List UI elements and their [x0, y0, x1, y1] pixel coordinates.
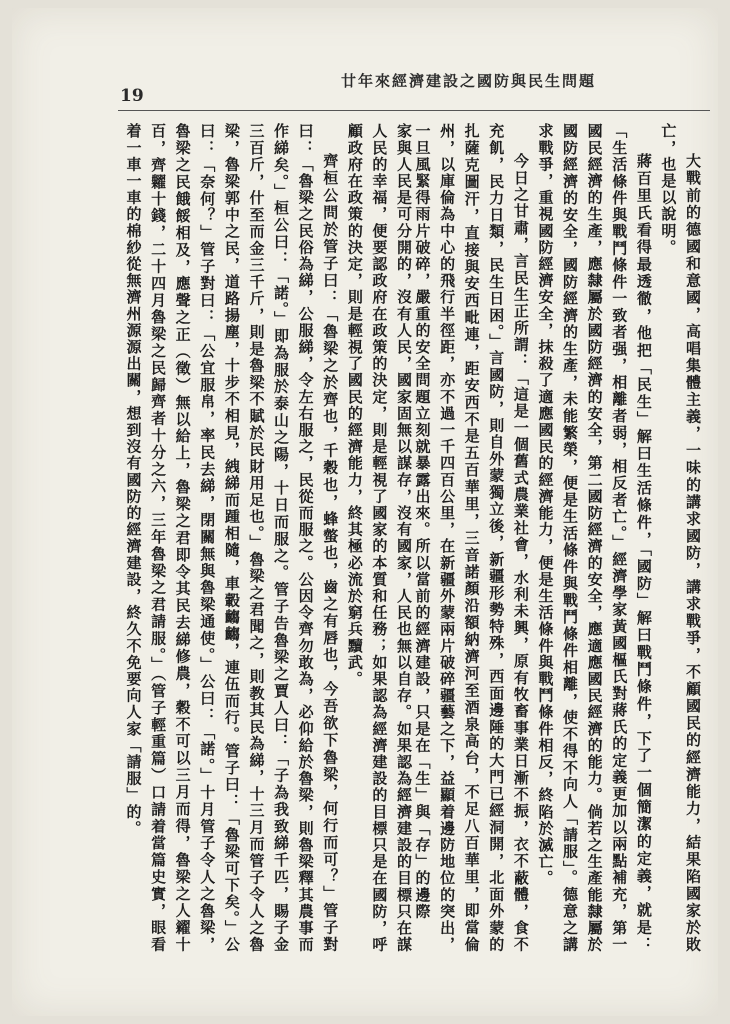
right-paragraph-2: 蔣百里氏看得最透徹，他把「民生」解曰生活條件，「國防」解曰戰鬥條件，下了一個簡潔的定義，就是：「生活條件與戰鬥條件一致者强，相離者弱，相反者亡。」經濟學家黃國樞氏對蔣氏的定義更加以兩點補充，第一國民經濟的生產，應隸屬於國防經濟的安全，第二國防經濟的安全，應適應國民經濟的能力。倘若之生產能隸屬於國防經濟的安全，國防經濟的生產，未能繁榮，便是生活條件與戰鬥條件相離，使不得不向人「請服」。德意之講求戰爭，重視國防經濟安全，抹殺了適應國民的經濟能力，便是生活條件與戰鬥條件相反，終陷於滅亡。 [536, 123, 653, 953]
right-column [413, 123, 705, 953]
page-number: 19 [120, 86, 144, 106]
left-paragraph-2: 齊桓公問於管子曰：「魯梁之於齊也，千穀也，蜂螫也，齒之有唇也，今吾欲下魯梁，何行而可？」管子對曰：「魯梁之民俗為綈，公服綈，令左右服之，民從而服之。公因令齊勿敢為，必仰給於魯梁，則魯梁釋其農事而作綈矣。」桓公曰：「諾。」即為服於泰山之陽，十日而服之。管子告魯梁之賈人曰：「子為我致綈千匹，賜子金三百斤，什至而金三千斤，則是魯梁不賦於民財用足也。」魯梁之君聞之，則教其民為綈，十三月而管子令人之魯梁，魯梁郭中之民，道路揚塵，十步不相見，絏綈而踵相隨，車轂齺齺，連伍而行。管子曰：「魯梁可下矣。」公曰：「奈何？」管子對曰：「公宜服帛，率民去綈，閉關無與魯梁通使。」公曰：「諾。」十月管子令人之魯梁，魯梁之民餓餒相及，應聲之正（徵）無以給上，魯梁之君即令其民去綈修農，穀不可以三月而得，魯梁之人糴十百，齊糶十錢，二十四月魯梁之民歸齊者十分之六，三年魯梁之君請服。」（管子輕重篇）口請着當篇史實，眼看着一車一車的棉紗從無濟州源源出關，想到沒有國防的經濟建設，終久不免要向人家「請服」的。 [124, 123, 340, 953]
left-paragraph-1: 家與人民是可分開的，沒有人民，國家固無以謀存，沒有國家，人民也無以自存。如果認為經濟建設的目標只在謀人民的幸福，便要認政府在政策的決定，則是輕視了國家的本質和任務；如果認為經濟建設的目標只是在國防，呼顧政府在政策的決定，則是輕視了國民的經濟能力，終其極必流於窮兵黷武。 [345, 123, 413, 953]
left-column [116, 123, 416, 953]
header-rule [118, 110, 710, 111]
right-paragraph-3: 今日之甘肅，言民生正所謂：「這是一個舊式農業社會，水利未興，原有牧畜事業日漸不振，衣不蔽體，食不充飢，民力日類，民生日困。」言國防，則自外蒙獨立後，新疆形勢特殊，西面邊陲的大門已經洞開，北面外蒙的扎薩克圖汗，直接與安西毗連，距安西不是五百華里，三音諾顏沿額納濟河至酒泉高台，不足八百華里，即當倫州，以庫倫為中心的飛行半徑距，亦不過一千四百公里，在新疆外蒙兩片破碎疆藝之下，益顯着邊防地位的突出，一旦風緊得雨片破碎，嚴重的安全問題立刻就暴露出來。所以當前的經濟建設，只是在「生」與「存」的邊際 [413, 123, 530, 953]
right-paragraph-1: 大戰前的德國和意國，高唱集體主義，一味的講求國防，講求戰爭，不顧國民的經濟能力，結果陷國家於敗亡，也是以說明。 [659, 123, 702, 953]
running-head: 廿年來經濟建設之國防與民生問題 [340, 72, 596, 90]
